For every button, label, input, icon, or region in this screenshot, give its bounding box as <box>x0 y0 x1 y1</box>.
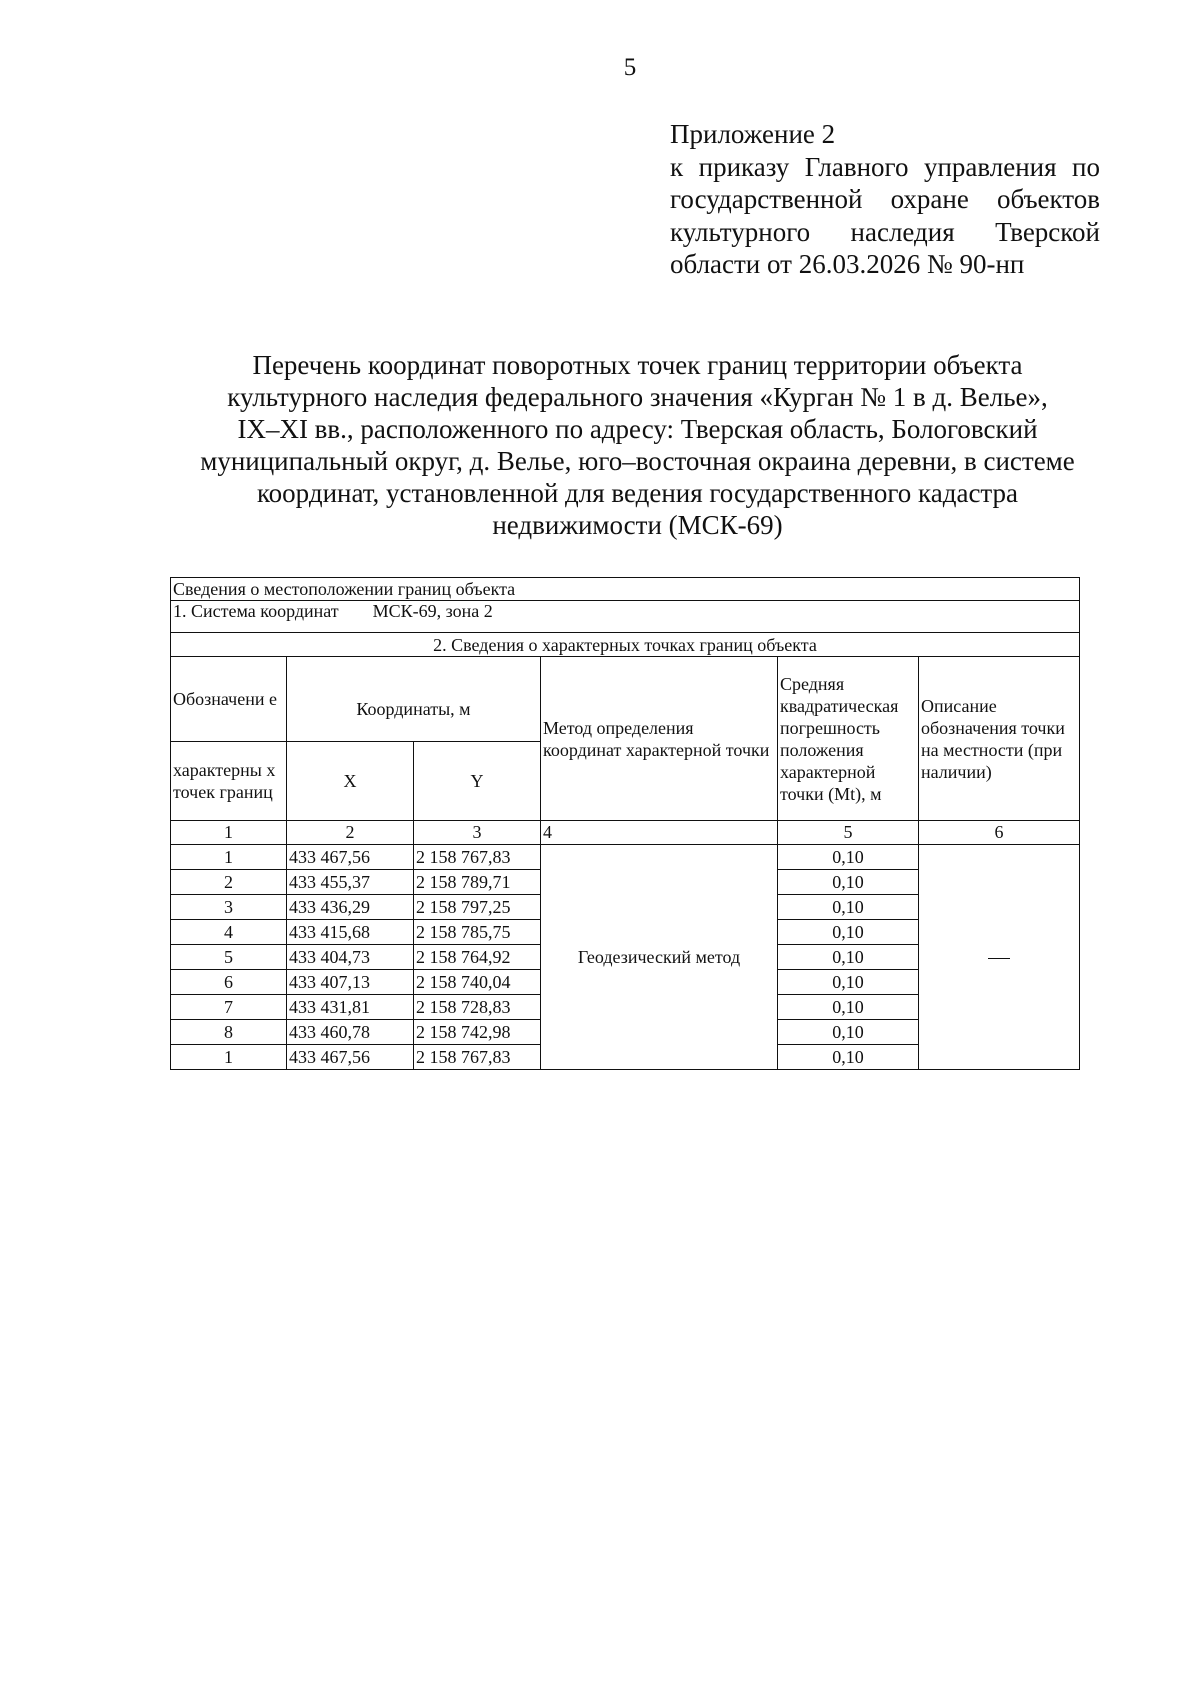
point-number-cell: 6 <box>171 970 287 995</box>
point-number-cell: 5 <box>171 945 287 970</box>
y-header: Y <box>414 742 541 821</box>
error-cell: 0,10 <box>778 1020 919 1045</box>
column-number: 4 <box>541 821 778 845</box>
point-number-cell: 8 <box>171 1020 287 1045</box>
y-coordinate-cell: 2 158 742,98 <box>414 1020 541 1045</box>
coordinates-header: Координаты, м <box>287 657 541 742</box>
description-cell <box>919 845 1080 1070</box>
point-number-cell: 2 <box>171 870 287 895</box>
x-coordinate-cell: 433 467,56 <box>287 845 414 870</box>
point-number-cell: 7 <box>171 995 287 1020</box>
point-number-cell: 3 <box>171 895 287 920</box>
appendix-line: культурного наследия Тверской <box>670 216 1100 247</box>
heading-line: координат, установленной для ведения государственного кадастра <box>256 478 1019 508</box>
x-coordinate-cell: 433 415,68 <box>287 920 414 945</box>
coord-system-label: 1. Система координат <box>173 601 339 621</box>
heading-line: культурного наследия федерального значения «Курган № 1 в д. Велье», <box>227 382 1048 412</box>
method-cell: Геодезический метод <box>541 845 778 1070</box>
error-header: Средняя квадратическая погрешность положения характерной точки (Mt), м <box>778 657 919 821</box>
coord-system-value: МСК-69, зона 2 <box>372 601 493 621</box>
y-coordinate-cell: 2 158 767,83 <box>414 1045 541 1070</box>
error-cell: 0,10 <box>778 1045 919 1070</box>
designation-header-top: Обозначени е <box>171 657 287 742</box>
coordinates-table <box>170 577 1080 1070</box>
x-coordinate-cell: 433 460,78 <box>287 1020 414 1045</box>
error-cell: 0,10 <box>778 845 919 870</box>
heading-line: муниципальный округ, д. Велье, юго–восточная окраина деревни, в системе <box>200 446 1075 476</box>
document-heading <box>150 349 1125 541</box>
y-coordinate-cell: 2 158 728,83 <box>414 995 541 1020</box>
x-coordinate-cell: 433 436,29 <box>287 895 414 920</box>
description-value <box>1010 947 1011 948</box>
table-row <box>171 845 1080 870</box>
x-coordinate-cell: 433 404,73 <box>287 945 414 970</box>
x-coordinate-cell: 433 407,13 <box>287 970 414 995</box>
error-cell: 0,10 <box>778 945 919 970</box>
y-coordinate-cell: 2 158 797,25 <box>414 895 541 920</box>
y-coordinate-cell: 2 158 740,04 <box>414 970 541 995</box>
x-coordinate-cell: 433 467,56 <box>287 1045 414 1070</box>
info-title-cell: Сведения о местоположении границ объекта <box>171 578 1080 601</box>
column-number: 5 <box>778 821 919 845</box>
section-title-cell: 2. Сведения о характерных точках границ объекта <box>171 633 1080 657</box>
error-cell: 0,10 <box>778 870 919 895</box>
x-header: X <box>287 742 414 821</box>
point-number-cell: 1 <box>171 845 287 870</box>
appendix-line: области от 26.03.2026 № 90-нп <box>670 249 1025 279</box>
appendix-title: Приложение 2 <box>670 119 836 149</box>
y-coordinate-cell: 2 158 767,83 <box>414 845 541 870</box>
error-cell: 0,10 <box>778 970 919 995</box>
appendix-line: к приказу Главного управления по <box>670 151 1100 182</box>
point-number-cell: 1 <box>171 1045 287 1070</box>
y-coordinate-cell: 2 158 789,71 <box>414 870 541 895</box>
empty-description-dash <box>988 958 1010 959</box>
heading-line: IX–XI вв., расположенного по адресу: Тверская область, Бологовский <box>237 414 1038 444</box>
x-coordinate-cell: 433 455,37 <box>287 870 414 895</box>
method-header: Метод определения координат характерной точки <box>541 657 778 821</box>
coord-system-cell <box>171 601 1080 633</box>
heading-line: Перечень координат поворотных точек границ территории объекта <box>252 350 1023 380</box>
error-cell: 0,10 <box>778 895 919 920</box>
x-coordinate-cell: 433 431,81 <box>287 995 414 1020</box>
error-cell: 0,10 <box>778 920 919 945</box>
heading-line: недвижимости (МСК-69) <box>492 510 783 540</box>
point-number-cell: 4 <box>171 920 287 945</box>
column-number: 1 <box>171 821 287 845</box>
column-number: 3 <box>414 821 541 845</box>
appendix-line: государственной охране объектов <box>670 184 1100 214</box>
y-coordinate-cell: 2 158 785,75 <box>414 920 541 945</box>
description-header: Описание обозначения точки на местности (при наличии) <box>919 657 1080 821</box>
page-number: 5 <box>623 54 637 81</box>
designation-header-bottom: характерны х точек границ <box>171 742 287 821</box>
column-number: 6 <box>919 821 1080 845</box>
y-coordinate-cell: 2 158 764,92 <box>414 945 541 970</box>
error-cell: 0,10 <box>778 995 919 1020</box>
appendix-block <box>670 118 1100 281</box>
column-number: 2 <box>287 821 414 845</box>
